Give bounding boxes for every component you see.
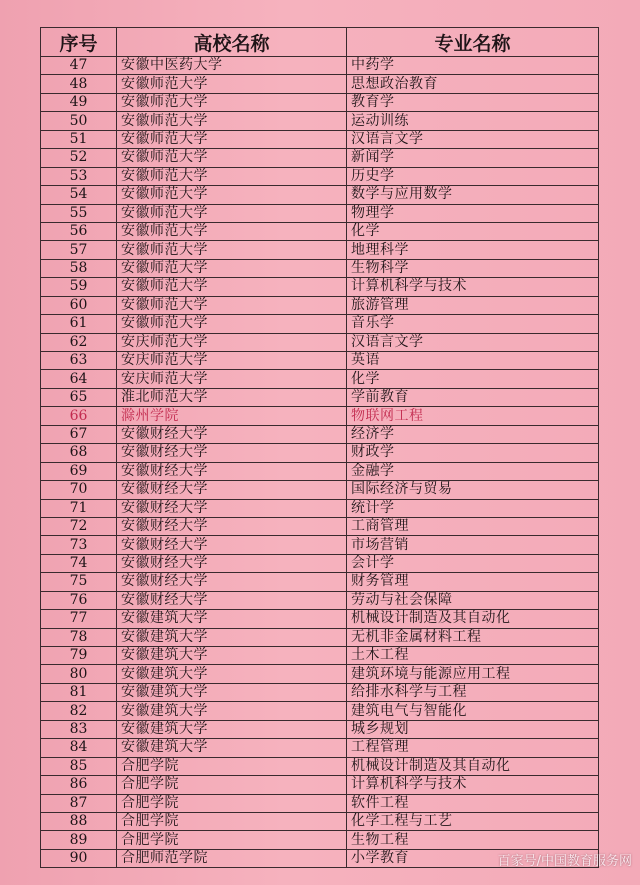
table-row (41, 665, 599, 683)
row-university: 安徽财经大学 (117, 536, 347, 554)
row-major: 汉语言文学 (347, 130, 599, 148)
row-major: 小学教育 (347, 849, 599, 867)
row-major: 工程管理 (347, 739, 599, 757)
row-major: 市场营销 (347, 536, 599, 554)
row-index: 80 (41, 665, 117, 683)
row-major: 工商管理 (347, 517, 599, 535)
row-major: 物理学 (347, 204, 599, 222)
row-major: 生物科学 (347, 259, 599, 277)
row-index: 61 (41, 315, 117, 333)
table-row (41, 812, 599, 830)
row-major: 生物工程 (347, 831, 599, 849)
row-university: 安庆师范大学 (117, 333, 347, 351)
row-index: 67 (41, 425, 117, 443)
row-university: 安徽财经大学 (117, 462, 347, 480)
row-major: 化学 (347, 370, 599, 388)
row-university: 安徽师范大学 (117, 222, 347, 240)
row-major: 财政学 (347, 444, 599, 462)
row-index: 60 (41, 296, 117, 314)
row-major: 会计学 (347, 554, 599, 572)
row-index: 87 (41, 794, 117, 812)
row-index: 65 (41, 388, 117, 406)
row-university: 安徽财经大学 (117, 554, 347, 572)
row-major: 土木工程 (347, 647, 599, 665)
row-index: 57 (41, 241, 117, 259)
table-row (41, 628, 599, 646)
table-row (41, 204, 599, 222)
row-index: 81 (41, 683, 117, 701)
row-major: 无机非金属材料工程 (347, 628, 599, 646)
row-index: 63 (41, 352, 117, 370)
table-row (41, 149, 599, 167)
table-row (41, 573, 599, 591)
row-university: 淮北师范大学 (117, 388, 347, 406)
table-row (41, 702, 599, 720)
row-index: 90 (41, 849, 117, 867)
table-row (41, 831, 599, 849)
table-header-row (41, 28, 599, 57)
row-index: 73 (41, 536, 117, 554)
row-university: 合肥学院 (117, 812, 347, 830)
row-university: 安徽师范大学 (117, 241, 347, 259)
row-major: 机械设计制造及其自动化 (347, 610, 599, 628)
table-row (41, 536, 599, 554)
row-university: 安徽建筑大学 (117, 647, 347, 665)
row-university: 安徽财经大学 (117, 517, 347, 535)
row-university: 合肥学院 (117, 831, 347, 849)
table-row (41, 444, 599, 462)
table-row (41, 407, 599, 425)
row-index: 55 (41, 204, 117, 222)
row-major: 财务管理 (347, 573, 599, 591)
row-university: 合肥学院 (117, 757, 347, 775)
table-row (41, 757, 599, 775)
table-row (41, 112, 599, 130)
row-major: 学前教育 (347, 388, 599, 406)
table-row (41, 241, 599, 259)
table-row (41, 130, 599, 148)
row-major: 中药学 (347, 57, 599, 75)
row-university: 安徽建筑大学 (117, 720, 347, 738)
row-major: 金融学 (347, 462, 599, 480)
header-major: 专业名称 (347, 28, 599, 57)
row-major: 国际经济与贸易 (347, 481, 599, 499)
table-row (41, 222, 599, 240)
table-row (41, 481, 599, 499)
row-university: 安徽财经大学 (117, 481, 347, 499)
row-university: 合肥学院 (117, 794, 347, 812)
row-index: 84 (41, 739, 117, 757)
row-university: 安庆师范大学 (117, 370, 347, 388)
row-index: 62 (41, 333, 117, 351)
row-university: 安徽建筑大学 (117, 683, 347, 701)
row-university: 安徽师范大学 (117, 93, 347, 111)
table-row (41, 93, 599, 111)
row-index: 71 (41, 499, 117, 517)
table-row (41, 647, 599, 665)
row-index: 49 (41, 93, 117, 111)
row-index: 53 (41, 167, 117, 185)
table-row (41, 794, 599, 812)
table-row (41, 75, 599, 93)
table-row (41, 499, 599, 517)
row-index: 83 (41, 720, 117, 738)
row-major: 音乐学 (347, 315, 599, 333)
row-major: 化学工程与工艺 (347, 812, 599, 830)
row-major: 历史学 (347, 167, 599, 185)
row-university: 安徽师范大学 (117, 130, 347, 148)
row-major: 新闻学 (347, 149, 599, 167)
row-major: 劳动与社会保障 (347, 591, 599, 609)
table-row (41, 296, 599, 314)
row-major: 旅游管理 (347, 296, 599, 314)
row-major: 英语 (347, 352, 599, 370)
row-university: 安徽师范大学 (117, 112, 347, 130)
row-index: 58 (41, 259, 117, 277)
row-major: 物联网工程 (347, 407, 599, 425)
table-row (41, 462, 599, 480)
header-index: 序号 (41, 28, 117, 57)
table-row (41, 333, 599, 351)
table-row (41, 278, 599, 296)
row-index: 64 (41, 370, 117, 388)
row-index: 50 (41, 112, 117, 130)
row-major: 经济学 (347, 425, 599, 443)
row-university: 安徽师范大学 (117, 296, 347, 314)
row-university: 安徽师范大学 (117, 75, 347, 93)
row-university: 安徽师范大学 (117, 186, 347, 204)
table-row (41, 554, 599, 572)
majors-table (40, 27, 599, 868)
row-major: 软件工程 (347, 794, 599, 812)
row-university: 安徽师范大学 (117, 315, 347, 333)
watermark-text: 百家号/中国教育服务网 (497, 854, 632, 869)
row-index: 52 (41, 149, 117, 167)
row-major: 运动训练 (347, 112, 599, 130)
row-university: 安徽财经大学 (117, 444, 347, 462)
row-index: 51 (41, 130, 117, 148)
table-row (41, 683, 599, 701)
header-university: 高校名称 (117, 28, 347, 57)
table-row (41, 720, 599, 738)
row-index: 54 (41, 186, 117, 204)
table-row (41, 739, 599, 757)
row-index: 77 (41, 610, 117, 628)
row-index: 88 (41, 812, 117, 830)
row-index: 78 (41, 628, 117, 646)
table-row (41, 186, 599, 204)
row-university: 安徽建筑大学 (117, 702, 347, 720)
row-major: 计算机科学与技术 (347, 278, 599, 296)
row-major: 化学 (347, 222, 599, 240)
row-major: 城乡规划 (347, 720, 599, 738)
table-row (41, 591, 599, 609)
row-major: 教育学 (347, 93, 599, 111)
row-index: 66 (41, 407, 117, 425)
table-row (41, 57, 599, 75)
row-index: 86 (41, 776, 117, 794)
row-index: 74 (41, 554, 117, 572)
row-index: 82 (41, 702, 117, 720)
table-row (41, 315, 599, 333)
row-major: 统计学 (347, 499, 599, 517)
row-university: 安徽财经大学 (117, 425, 347, 443)
row-university: 安徽建筑大学 (117, 610, 347, 628)
row-university: 滁州学院 (117, 407, 347, 425)
row-index: 72 (41, 517, 117, 535)
row-index: 69 (41, 462, 117, 480)
row-index: 85 (41, 757, 117, 775)
row-major: 汉语言文学 (347, 333, 599, 351)
table-row (41, 352, 599, 370)
row-university: 安徽师范大学 (117, 204, 347, 222)
row-index: 75 (41, 573, 117, 591)
row-major: 给排水科学与工程 (347, 683, 599, 701)
row-index: 59 (41, 278, 117, 296)
row-university: 安徽建筑大学 (117, 628, 347, 646)
row-university: 安庆师范大学 (117, 352, 347, 370)
table-row (41, 610, 599, 628)
row-major: 思想政治教育 (347, 75, 599, 93)
row-university: 安徽师范大学 (117, 149, 347, 167)
table-row (41, 425, 599, 443)
row-major: 建筑电气与智能化 (347, 702, 599, 720)
row-index: 56 (41, 222, 117, 240)
row-major: 建筑环境与能源应用工程 (347, 665, 599, 683)
table-row (41, 167, 599, 185)
row-index: 68 (41, 444, 117, 462)
row-major: 地理科学 (347, 241, 599, 259)
table-row (41, 388, 599, 406)
row-university: 安徽师范大学 (117, 278, 347, 296)
row-university: 安徽师范大学 (117, 259, 347, 277)
row-index: 70 (41, 481, 117, 499)
row-university: 安徽财经大学 (117, 573, 347, 591)
row-index: 48 (41, 75, 117, 93)
row-university: 合肥师范学院 (117, 849, 347, 867)
table-row (41, 517, 599, 535)
table-row (41, 259, 599, 277)
row-index: 79 (41, 647, 117, 665)
row-index: 47 (41, 57, 117, 75)
table-row (41, 776, 599, 794)
row-index: 76 (41, 591, 117, 609)
row-university: 安徽建筑大学 (117, 665, 347, 683)
row-major: 计算机科学与技术 (347, 776, 599, 794)
table-row (41, 370, 599, 388)
row-university: 安徽建筑大学 (117, 739, 347, 757)
row-university: 安徽师范大学 (117, 167, 347, 185)
row-major: 机械设计制造及其自动化 (347, 757, 599, 775)
row-index: 89 (41, 831, 117, 849)
row-major: 数学与应用数学 (347, 186, 599, 204)
row-university: 安徽中医药大学 (117, 57, 347, 75)
row-university: 安徽财经大学 (117, 499, 347, 517)
row-university: 合肥学院 (117, 776, 347, 794)
row-university: 安徽财经大学 (117, 591, 347, 609)
